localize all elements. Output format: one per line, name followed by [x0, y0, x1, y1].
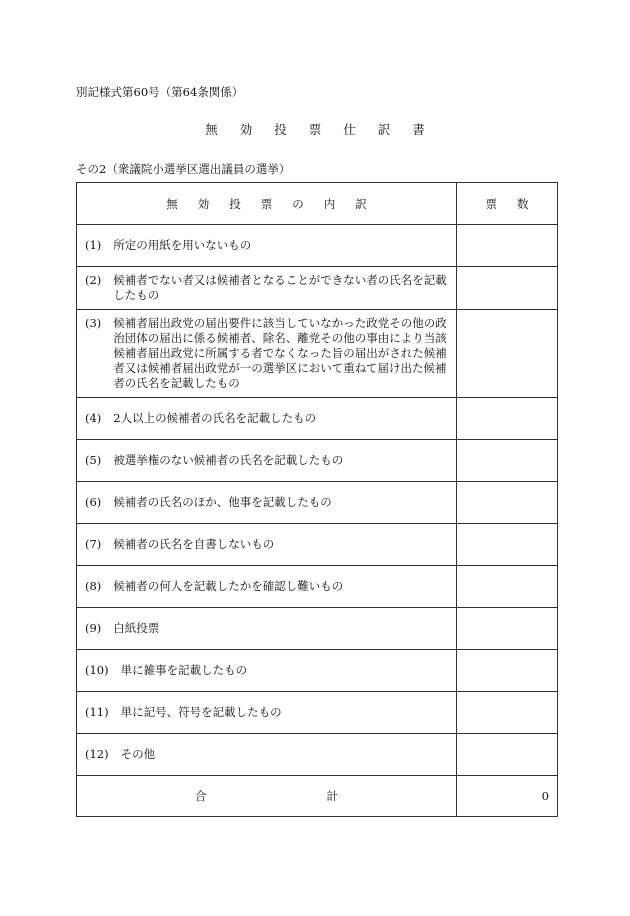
count-cell[interactable]	[457, 608, 558, 650]
breakdown-cell	[77, 650, 457, 692]
item-number: (9)	[85, 621, 102, 635]
breakdown-header-char: の	[292, 196, 304, 211]
count-cell[interactable]	[457, 650, 558, 692]
title-char: 票	[308, 122, 322, 137]
total-value: 0	[457, 776, 558, 817]
item-number: (10)	[85, 663, 109, 677]
breakdown-header-char: 効	[197, 196, 210, 211]
item-number: (12)	[85, 747, 109, 761]
table-row	[77, 398, 558, 440]
table-row	[77, 608, 558, 650]
title-char: 効	[239, 122, 253, 137]
breakdown-cell	[77, 440, 457, 482]
breakdown-header-char: 内	[323, 196, 336, 211]
table-row	[77, 225, 558, 267]
item-number: (7)	[85, 537, 102, 551]
form-number-label: 別記様式第60号（第64条関係）	[76, 85, 244, 99]
breakdown-cell	[77, 692, 457, 734]
breakdown-column-header	[77, 183, 457, 225]
item-text: 候補者でない者又は候補者となることができない者の氏名を記載したもの	[113, 273, 447, 302]
item-text: 所定の用紙を用いないもの	[113, 238, 252, 252]
breakdown-cell	[77, 267, 457, 310]
breakdown-cell	[77, 608, 457, 650]
title-char: 書	[412, 122, 425, 137]
breakdown-cell	[77, 734, 457, 776]
title-char: 訳	[377, 122, 391, 137]
item-text: 候補者の氏名を自書しないもの	[113, 537, 275, 551]
breakdown-header-char: 投	[229, 196, 241, 211]
item-text: 単に雑事を記載したもの	[120, 663, 248, 677]
count-header-char: 数	[517, 196, 529, 211]
item-number: (5)	[85, 453, 102, 467]
item-text: 被選挙権のない候補者の氏名を記載したもの	[113, 453, 344, 467]
count-cell[interactable]	[457, 482, 558, 524]
item-text: 候補者の氏名のほか、他事を記載したもの	[113, 495, 332, 509]
item-number: (1)	[85, 238, 102, 252]
breakdown-cell	[77, 524, 457, 566]
count-cell[interactable]	[457, 524, 558, 566]
invalid-votes-table	[76, 182, 558, 817]
count-column-header	[457, 183, 558, 225]
title-char: 投	[274, 122, 287, 137]
count-cell[interactable]	[457, 692, 558, 734]
table-row	[77, 566, 558, 608]
count-cell[interactable]	[457, 566, 558, 608]
item-number: (4)	[85, 411, 102, 425]
item-number: (2)	[85, 273, 102, 287]
count-header-char: 票	[485, 196, 497, 211]
item-text: 単に記号、符号を記載したもの	[120, 705, 282, 719]
total-label	[77, 776, 457, 817]
item-text: 白紙投票	[113, 621, 160, 635]
item-text: 2人以上の候補者の氏名を記載したもの	[113, 411, 317, 425]
item-number: (3)	[85, 316, 102, 330]
item-text: その他	[120, 747, 156, 761]
table-row	[77, 267, 558, 310]
title-char: 無	[205, 122, 218, 137]
total-label-char: 合	[195, 789, 207, 803]
table-row	[77, 734, 558, 776]
count-cell[interactable]	[457, 225, 558, 267]
title-char: 仕	[343, 122, 356, 137]
table-row	[77, 524, 558, 566]
breakdown-header-char: 訳	[355, 196, 367, 211]
breakdown-cell	[77, 566, 457, 608]
count-cell[interactable]	[457, 267, 558, 310]
table-header-row	[77, 183, 558, 225]
document-title	[0, 120, 630, 138]
table-row	[77, 440, 558, 482]
item-number: (6)	[85, 495, 102, 509]
table-row	[77, 692, 558, 734]
table-row	[77, 650, 558, 692]
section-label: その2（衆議院小選挙区選出議員の選挙）	[76, 162, 291, 176]
breakdown-cell	[77, 310, 457, 398]
breakdown-header-char: 票	[260, 196, 273, 211]
item-number: (11)	[85, 705, 109, 719]
count-cell[interactable]	[457, 734, 558, 776]
total-label-char: 計	[326, 789, 338, 803]
table-row	[77, 482, 558, 524]
breakdown-cell	[77, 398, 457, 440]
breakdown-cell	[77, 225, 457, 267]
breakdown-cell	[77, 482, 457, 524]
count-cell[interactable]	[457, 398, 558, 440]
breakdown-header-char: 無	[166, 196, 178, 211]
item-number: (8)	[85, 579, 102, 593]
item-text: 候補者の何人を記載したかを確認し難いもの	[113, 579, 344, 593]
total-row	[77, 776, 558, 817]
table-row	[77, 310, 558, 398]
count-cell[interactable]	[457, 310, 558, 398]
count-cell[interactable]	[457, 440, 558, 482]
item-text: 候補者届出政党の届出要件に該当していなかった政党その他の政治団体の届出に係る候補者、除名、離党その他の事由により当該候補者届出政党に所属する者でなくなった旨の届出がされた候補者又は候補者届出政党が一の選挙区において重ねて届け出た候補者の氏名を記載したもの	[113, 316, 447, 390]
